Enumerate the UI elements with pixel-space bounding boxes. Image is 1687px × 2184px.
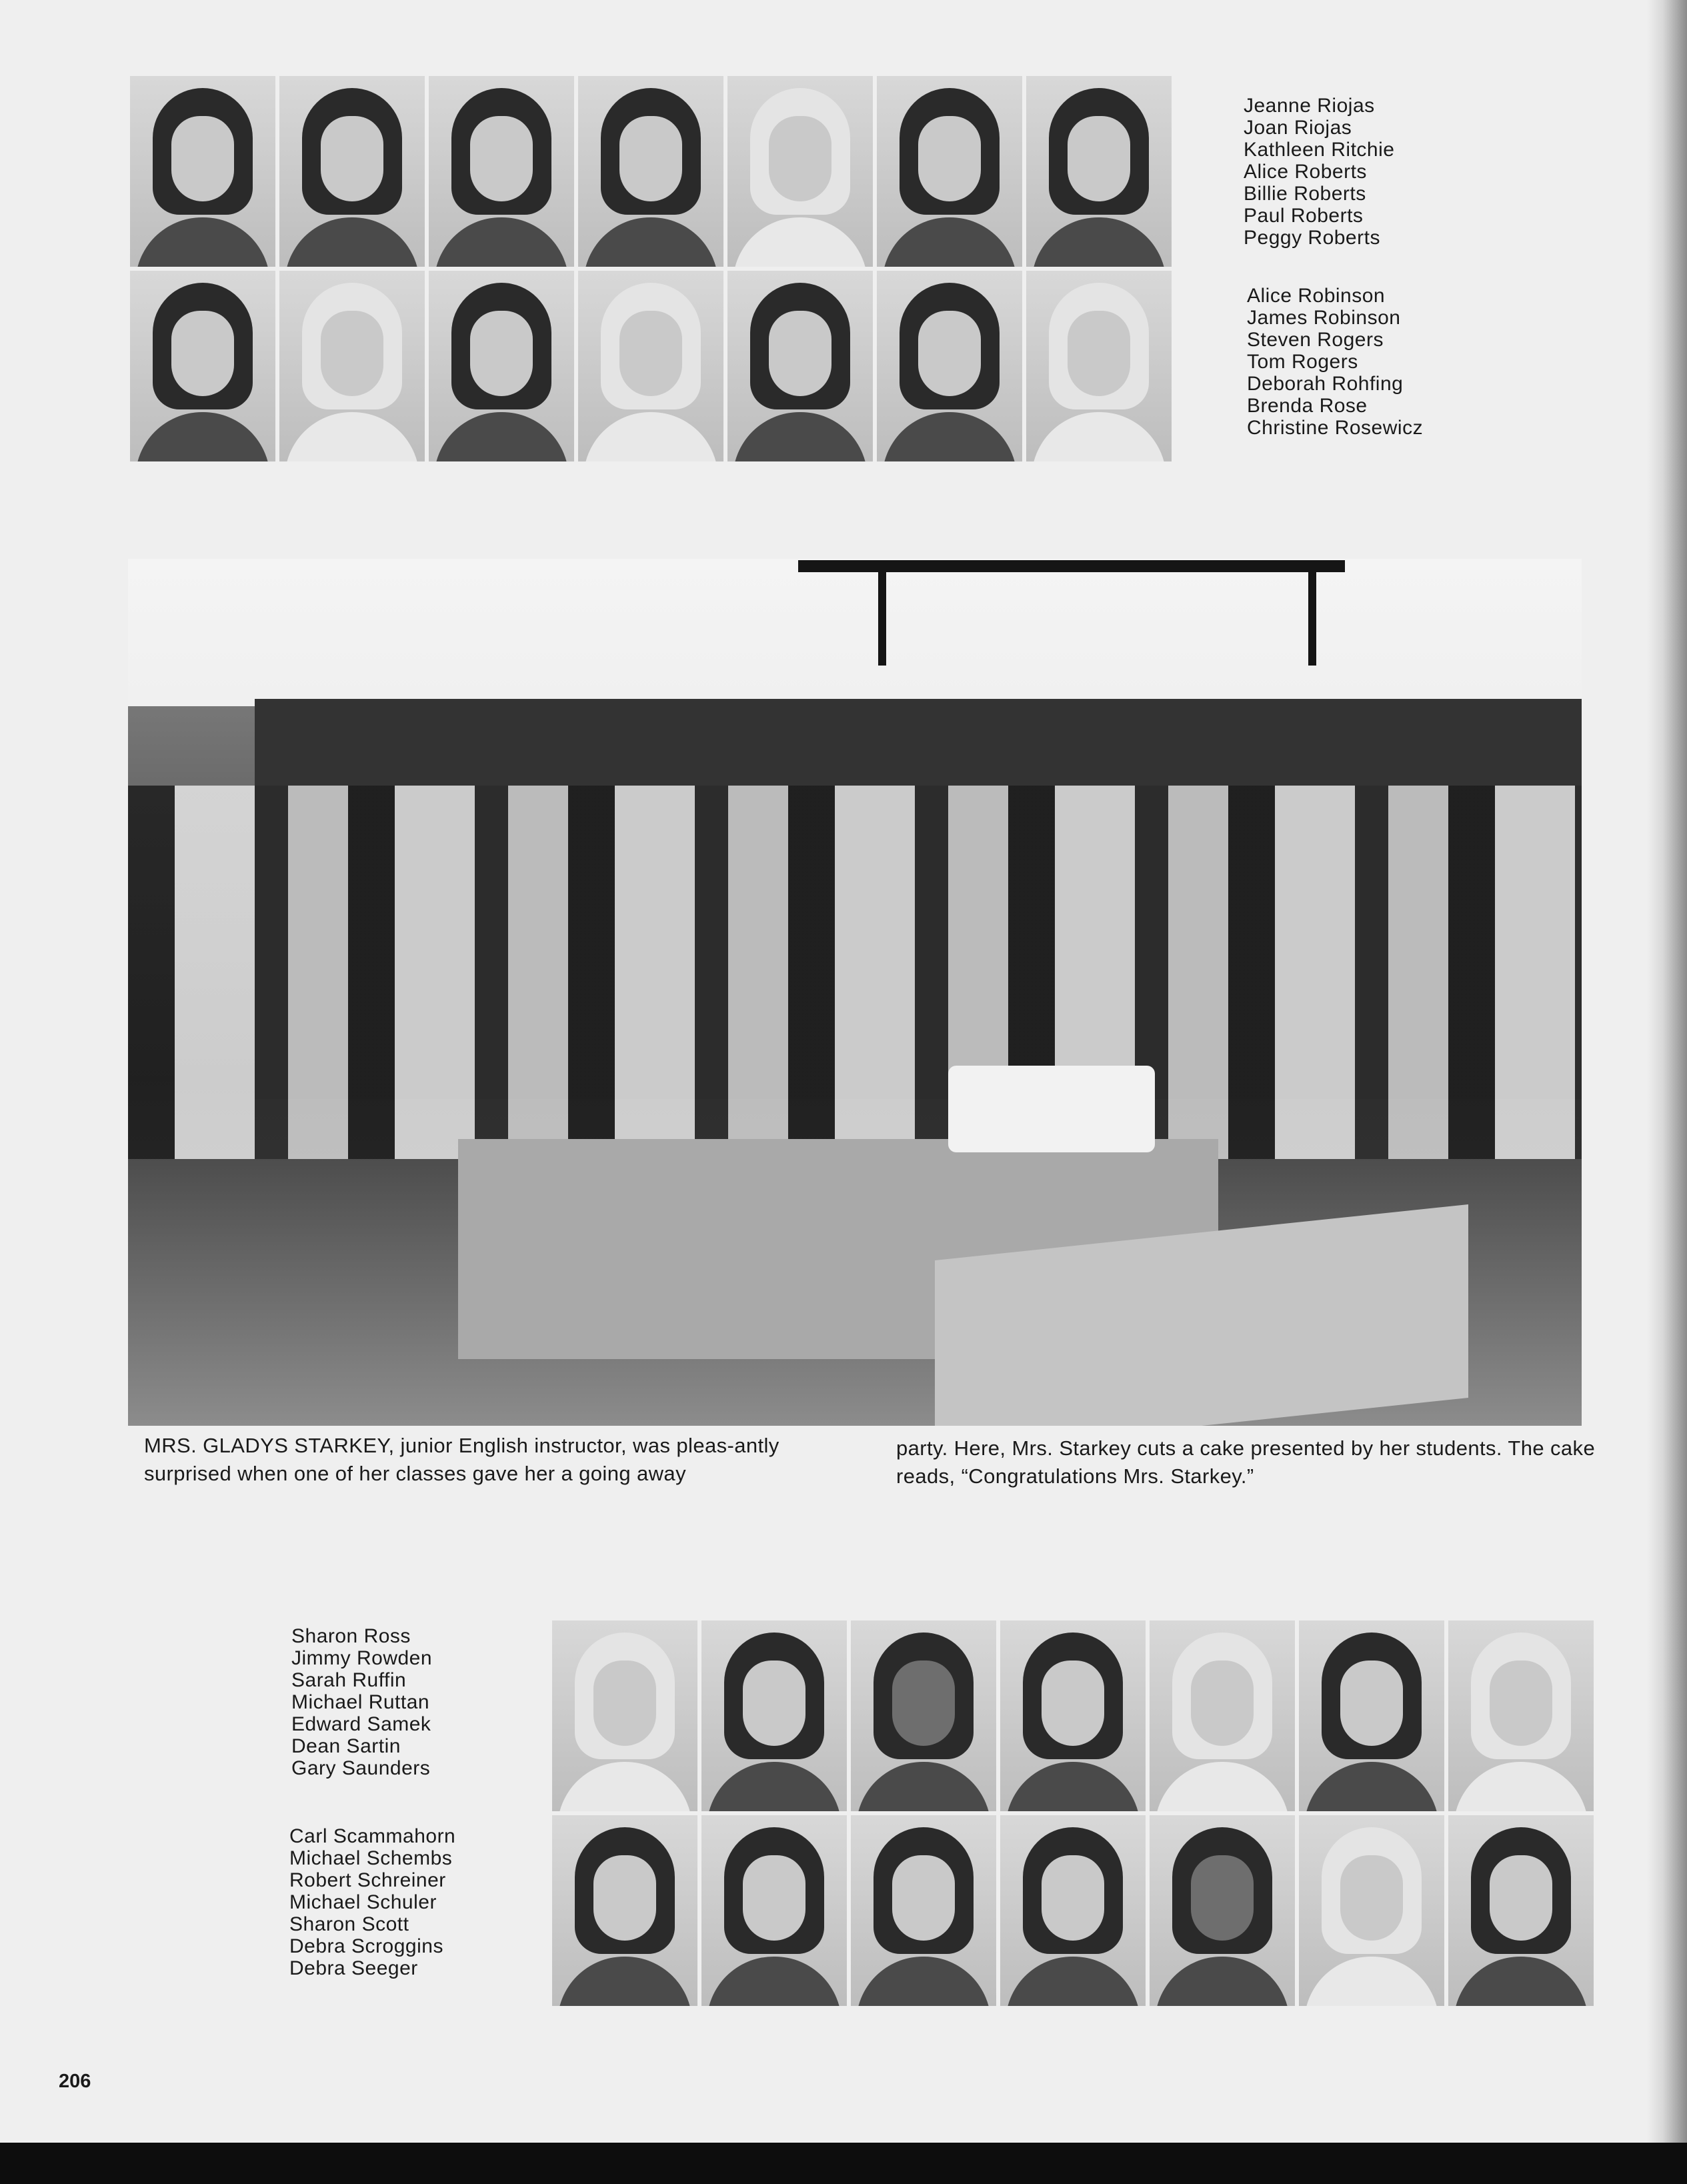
name-line: James Robinson [1247,307,1401,329]
portrait-michael-schuler [1000,1815,1146,2006]
name-line: Robert Schreiner [289,1869,446,1891]
portrait-sharon-scott [1150,1815,1295,2006]
photo-caption-right: party. Here, Mrs. Starkey cuts a cake presented by her students. The cake reads, “Congratulations Mrs. Starkey.” [896,1436,1596,1488]
name-line: Gary Saunders [291,1757,431,1779]
name-line: Joan Riojas [1244,117,1352,139]
bottom-names-row2 [289,1825,455,1979]
portrait-tom-rogers [578,271,723,461]
cake [948,1066,1155,1152]
top-names-row1 [1244,95,1394,249]
name-line: Deborah Rohfing [1247,373,1404,395]
portrait-steven-rogers [429,271,574,461]
portrait-alice-roberts [578,76,723,267]
name-line: Carl Scammahorn [289,1825,456,1847]
name-line: Debra Seeger [289,1957,418,1979]
portrait-gary-saunders [1448,1620,1594,1811]
name-line: Christine Rosewicz [1247,417,1424,439]
students-group [128,786,1582,1159]
page-gutter-shadow [1647,0,1687,2184]
name-line: Alice Roberts [1244,161,1367,183]
portrait-sharon-ross [552,1620,697,1811]
top-names-row2 [1247,285,1423,439]
classroom-photo [128,559,1582,1426]
name-line: Debra Scroggins [289,1935,443,1957]
portrait-michael-ruttan [1000,1620,1146,1811]
portrait-jimmy-rowden [701,1620,847,1811]
portrait-peggy-roberts [1026,76,1172,267]
name-line: Paul Roberts [1244,205,1364,227]
name-line: Jimmy Rowden [291,1647,433,1669]
portrait-debra-scroggins [1299,1815,1444,2006]
portrait-christine-rosewicz [1026,271,1172,461]
scan-bottom-band [0,2143,1687,2184]
name-line: Michael Schuler [289,1891,437,1913]
map-rail-bracket [878,566,886,666]
portrait-joan-riojas [279,76,425,267]
portrait-james-robinson [279,271,425,461]
map-rail-bracket [1308,566,1316,666]
portrait-edward-samek [1150,1620,1295,1811]
name-line: Michael Schembs [289,1847,453,1869]
portrait-brenda-rose [877,271,1022,461]
portrait-alice-robinson [130,271,275,461]
portrait-paul-roberts [877,76,1022,267]
portrait-sarah-ruffin [851,1620,996,1811]
name-line: Alice Robinson [1247,285,1386,307]
photo-caption-left: MRS. GLADYS STARKEY, junior English instructor, was pleas-antly surprised when one of her classes gave her a going away [144,1434,779,1485]
name-line: Sarah Ruffin [291,1669,407,1691]
page-number: 206 [59,2071,91,2092]
name-line: Billie Roberts [1244,183,1366,205]
name-line: Jeanne Riojas [1244,95,1375,117]
bottom-portrait-grid [552,1620,1594,2006]
name-line: Brenda Rose [1247,395,1368,417]
portrait-deborah-rohfing [727,271,873,461]
name-line: Steven Rogers [1247,329,1384,351]
name-line: Sharon Scott [289,1913,409,1935]
portrait-kathleen-ritchie [429,76,574,267]
portrait-billie-roberts [727,76,873,267]
portrait-carl-scammahorn [552,1815,697,2006]
name-line: Kathleen Ritchie [1244,139,1395,161]
name-line: Sharon Ross [291,1625,411,1647]
top-portrait-grid [130,76,1172,461]
name-line: Edward Samek [291,1713,431,1735]
portrait-debra-seeger [1448,1815,1594,2006]
bottom-names-row1 [291,1625,432,1779]
portrait-jeanne-riojas [130,76,275,267]
portrait-michael-schembs [701,1815,847,2006]
portrait-robert-schreiner [851,1815,996,2006]
name-line: Tom Rogers [1247,351,1358,373]
name-line: Dean Sartin [291,1735,401,1757]
name-line: Peggy Roberts [1244,227,1380,249]
name-line: Michael Ruttan [291,1691,430,1713]
portrait-dean-sartin [1299,1620,1444,1811]
